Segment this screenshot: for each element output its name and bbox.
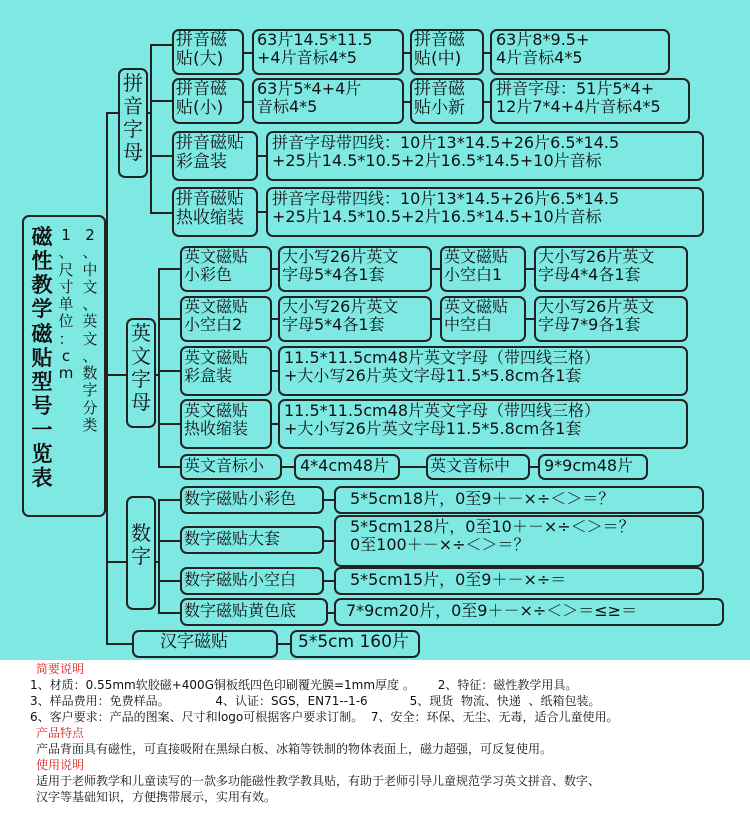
pinyin-spec-label: 拼音字母：51片5*4+ 12片7*4+4片音标4*5 (496, 79, 661, 116)
connector (258, 211, 266, 213)
vertical-glyph: 文 (82, 329, 98, 348)
connector (324, 499, 334, 501)
number-spec-label: 5*5cm128片，0至10＋－×÷＜＞＝？ 0至100＋－×÷＜＞＝？ (350, 517, 635, 554)
vertical-glyph: 英 (131, 321, 151, 345)
connector (432, 268, 440, 270)
vertical-glyph: m (58, 364, 74, 382)
connector (282, 466, 294, 468)
pinyin-name-label: 拼音磁贴小新 (414, 79, 465, 119)
english-spec-label: 大小写26片英文 字母7*9各1套 (538, 297, 655, 334)
usage-line: 汉字等基础知识，方便携带展示，实用有效。 (36, 790, 277, 804)
vertical-glyph: 文 (82, 277, 98, 296)
english-spec-label: 大小写26片英文 字母4*4各1套 (538, 247, 655, 284)
connector (324, 540, 334, 542)
branch-number (106, 561, 126, 563)
vertical-glyph: 2 (85, 226, 95, 244)
hanzi-spec-label: 5*5cm 160片 (298, 632, 409, 652)
vertical-glyph: 性 (31, 249, 53, 274)
pinyin-spec-label: 拼音字母带四线：10片13*14.5+26片6.5*14.5 +25片14.5*10.5+2片16.5*14.5+10片音标 (272, 189, 620, 226)
pinyin-name-label: 拼音磁贴(小) (176, 79, 227, 119)
vertical-glyph: 一 (31, 418, 53, 443)
connector (400, 466, 426, 468)
pinyin-vline (150, 44, 152, 212)
vertical-glyph: 母 (123, 140, 143, 164)
number-vline (158, 499, 160, 612)
vertical-glyph: 字 (131, 544, 151, 568)
connector (526, 268, 534, 270)
english-h4 (158, 423, 180, 425)
vertical-glyph: 拼 (123, 71, 143, 95)
vertical-glyph: 英 (82, 312, 98, 331)
english-stub (156, 374, 160, 376)
features-title: 产品特点 (36, 726, 85, 740)
english-name-label: 英文磁贴 小彩色 (184, 247, 249, 284)
vertical-glyph: 学 (31, 297, 53, 322)
number-spec-label: 5*5cm15片，0至9＋－×÷＝ (350, 570, 567, 589)
connector (526, 318, 534, 320)
vertical-glyph: 、 (82, 346, 98, 365)
english-h5 (158, 466, 180, 468)
branch-pinyin (106, 112, 118, 114)
pinyin-h3 (150, 155, 172, 157)
pinyin-spec-label: 63片8*9.5+ 4片音标4*5 (496, 30, 590, 67)
pinyin-name-label: 拼音磁贴(中) (414, 30, 465, 70)
vertical-glyph: 表 (31, 466, 53, 491)
note-unit (58, 227, 74, 382)
category-hanzi-label: 汉字磁贴 (160, 632, 228, 652)
number-name-label: 数字磁贴小空白 (184, 570, 297, 589)
vertical-glyph: 1 (61, 226, 71, 244)
number-spec-label: 5*5cm18片，0至9＋－×÷＜＞＝？ (350, 489, 615, 508)
vertical-glyph: 字 (82, 381, 98, 400)
vertical-glyph: 、 (58, 243, 74, 262)
connector (278, 643, 290, 645)
vertical-glyph: 贴 (31, 345, 53, 370)
english-spec-label: 大小写26片英文 字母5*4各1套 (282, 247, 399, 284)
english-spec-label: 11.5*11.5cm48片英文字母（带四线三格） +大小写26片英文字母11.5*5.8cm各1套 (284, 348, 600, 385)
connector (324, 580, 334, 582)
pinyin-spec-label: 拼音字母带四线：10片13*14.5+26片6.5*14.5 +25片14.5*10.5+2片16.5*14.5+10片音标 (272, 133, 620, 170)
vertical-glyph: 数 (131, 521, 151, 545)
vertical-glyph: 字 (131, 367, 151, 391)
vertical-glyph: 号 (31, 393, 53, 418)
english-name-label: 英文磁贴 中空白 (444, 297, 509, 334)
connector (244, 52, 252, 54)
english-name-label: 英文磁贴 热收缩装 (184, 401, 249, 438)
vertical-glyph: 分 (82, 398, 98, 417)
number-name-label: 数字磁贴大套 (184, 529, 281, 548)
vertical-glyph: c (61, 346, 71, 365)
english-name-label: 英文音标小 (184, 456, 265, 475)
english-vline (158, 268, 160, 466)
pinyin-name-label: 拼音磁贴 彩盒装 (176, 133, 244, 173)
usage-line: 适用于老师教学和儿童读写的一款多功能磁性教学教具贴，有助于老师引导儿童规范学习英文拼音、数字、 (36, 774, 601, 788)
number-h3 (158, 580, 180, 582)
usage-title: 使用说明 (36, 758, 85, 772)
pinyin-h2 (150, 100, 172, 102)
pinyin-h4 (150, 212, 172, 214)
summary-title: 简要说明 (36, 662, 85, 676)
english-spec-label: 11.5*11.5cm48片英文字母（带四线三格） +大小写26片英文字母11.5*5.8cm各1套 (284, 401, 600, 438)
number-name-label: 数字磁贴小彩色 (184, 489, 297, 508)
english-name-label: 英文音标中 (430, 456, 511, 475)
notes-panel (0, 660, 750, 827)
connector (258, 155, 266, 157)
number-h1 (158, 499, 180, 501)
english-name-label: 英文磁贴 彩盒装 (184, 348, 249, 385)
connector (530, 466, 538, 468)
summary-line: 1、材质：0.55mm软胶磁+400G铜板纸四色印刷覆光膜=1mm厚度 。 2、特征：磁性教学用具。 (30, 678, 578, 692)
category-pinyin-label (120, 72, 146, 164)
summary-line: 6、客户要求：产品的图案、尺寸和logo可根据客户要求订制。 7、安全：环保、无尘、无毒，适合儿童使用。 (30, 710, 619, 724)
vertical-glyph: 中 (82, 260, 98, 279)
vertical-glyph: 单 (58, 295, 74, 313)
trunk-line (106, 112, 108, 644)
pinyin-name-label: 拼音磁贴(大) (176, 30, 227, 70)
branch-hanzi (106, 643, 132, 645)
vertical-glyph: 字 (123, 117, 143, 141)
vertical-glyph: 教 (31, 273, 53, 298)
pinyin-spec-label: 63片14.5*11.5 +4片音标4*5 (257, 30, 373, 67)
vertical-glyph: ： (58, 329, 74, 348)
pinyin-stub (148, 112, 152, 114)
features-text: 产品背面具有磁性，可直接吸附在黑绿白板、冰箱等铁制的物体表面上，磁力超强，可反复使用。 (36, 742, 553, 756)
number-h2 (158, 540, 180, 542)
pinyin-spec-label: 63片5*4+4片 音标4*5 (257, 79, 362, 116)
english-spec-label: 4*4cm48片 (300, 456, 390, 475)
english-spec-label: 9*9cm48片 (544, 456, 634, 475)
vertical-glyph: 、 (82, 243, 98, 262)
number-h4 (158, 612, 180, 614)
vertical-glyph: 型 (31, 369, 53, 394)
vertical-glyph: 数 (82, 364, 98, 382)
vertical-glyph: 文 (131, 344, 151, 368)
category-english-label (128, 322, 154, 414)
connector (244, 101, 252, 103)
vertical-glyph: 尺 (58, 260, 74, 279)
vertical-glyph: 、 (82, 295, 98, 313)
vertical-glyph: 览 (31, 442, 53, 467)
number-stub (156, 561, 160, 563)
english-spec-label: 大小写26片英文 字母5*4各1套 (282, 297, 399, 334)
branch-english (106, 374, 126, 376)
english-h3 (158, 370, 180, 372)
vertical-glyph: 音 (123, 94, 143, 118)
english-h2 (158, 318, 180, 320)
summary-line: 3、样品费用：免费样品。 4、认证：SGS，EN71--1-6 5、现货 物流、快递 、纸箱包装。 (30, 694, 601, 708)
category-number-label (128, 522, 154, 568)
vertical-glyph: 类 (82, 415, 98, 434)
vertical-glyph: 磁 (31, 225, 53, 249)
note-categories (80, 227, 100, 434)
pinyin-name-label: 拼音磁贴 热收缩装 (176, 189, 244, 229)
connector (432, 318, 440, 320)
english-name-label: 英文磁贴 小空白2 (184, 297, 249, 334)
vertical-glyph: 磁 (31, 321, 53, 346)
number-name-label: 数字磁贴黄色底 (184, 601, 297, 620)
vertical-glyph: 寸 (58, 277, 74, 296)
vertical-glyph: 母 (131, 390, 151, 414)
number-spec-label: 7*9cm20片，0至9＋－×÷＜＞＝≤≥＝ (346, 601, 638, 620)
english-name-label: 英文磁贴 小空白1 (444, 247, 509, 284)
page-title (27, 225, 57, 491)
english-h1 (158, 268, 180, 270)
pinyin-h1 (150, 44, 172, 46)
vertical-glyph: 位 (58, 312, 74, 331)
